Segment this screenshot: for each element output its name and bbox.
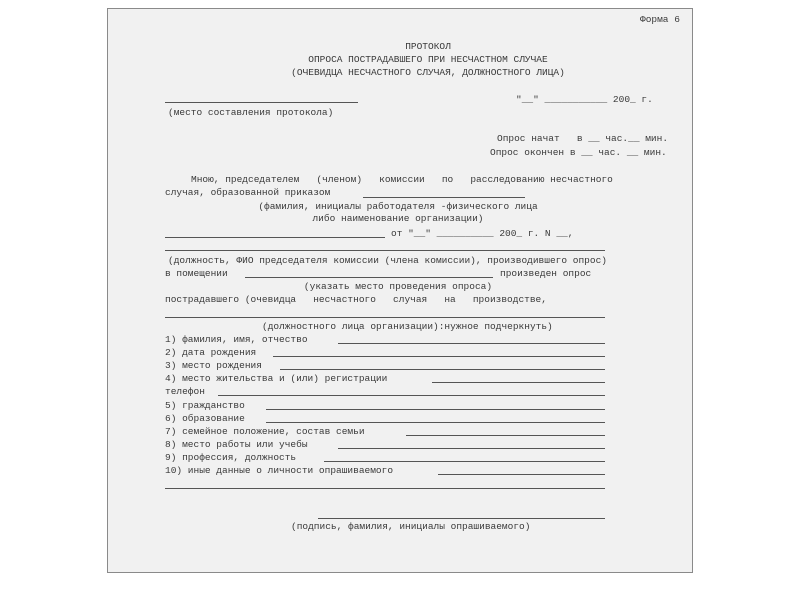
- conducted-label: произведен опрос: [500, 268, 592, 279]
- victim-fill-line: [165, 317, 605, 318]
- field-citizenship: 5) гражданство: [165, 400, 245, 411]
- order-issuer-line: [165, 237, 385, 238]
- field-residence: 4) место жительства и (или) регистрации: [165, 373, 388, 384]
- body-caption-2: либо наименование организации): [312, 213, 484, 224]
- field-education-line: [266, 422, 605, 423]
- signature-caption: (подпись, фамилия, инициалы опрашиваемого): [291, 521, 531, 532]
- field-phone-line: [218, 395, 605, 396]
- body-line-2: случая, образованной приказом: [165, 187, 331, 198]
- field-other-data-line: [438, 474, 605, 475]
- premises-line: [245, 277, 493, 278]
- field-citizenship-line: [266, 409, 605, 410]
- body-caption-5: (должностного лица организации):нужное подчеркнуть): [262, 321, 553, 332]
- place-line: [165, 102, 358, 103]
- field-family-line: [406, 435, 605, 436]
- body-caption-1: (фамилия, инициалы работодателя -физического лица: [258, 201, 538, 212]
- title-line-1: ПРОТОКОЛ: [405, 41, 451, 52]
- victim-line: пострадавшего (очевидца несчастного случая на производстве,: [165, 294, 547, 305]
- form-label: Форма 6: [640, 14, 680, 25]
- interview-end: Опрос окончен в __ час. __ мин.: [490, 147, 667, 158]
- protocol-date: "__" ___________ 200_ г.: [516, 94, 653, 105]
- field-birth-place: 3) место рождения: [165, 360, 262, 371]
- field-family: 7) семейное положение, состав семьи: [165, 426, 365, 437]
- field-birth-date: 2) дата рождения: [165, 347, 257, 358]
- body-caption-3: (должность, ФИО председателя комиссии (члена комиссии), производившего опрос): [168, 255, 607, 266]
- chair-line: [165, 250, 605, 251]
- form-sheet: [107, 8, 693, 573]
- field-other-data: 10) иные данные о личности опрашиваемого: [165, 465, 394, 476]
- field-education: 6) образование: [165, 413, 245, 424]
- field-full-name: 1) фамилия, имя, отчество: [165, 334, 308, 345]
- order-line: [363, 197, 525, 198]
- field-birth-date-line: [273, 356, 605, 357]
- body-caption-4: (указать место проведения опроса): [303, 281, 493, 292]
- field-workplace-line: [338, 448, 605, 449]
- field-phone: телефон: [165, 386, 205, 397]
- interview-start: Опрос начат в __ час.__ мин.: [497, 133, 669, 144]
- body-line-1: Мною, председателем (членом) комиссии по расследованию несчастного: [191, 174, 613, 185]
- title-line-3: (ОЧЕВИДЦА НЕСЧАСТНОГО СЛУЧАЯ, ДОЛЖНОСТНОГО ЛИЦА): [291, 67, 565, 78]
- field-profession-line: [324, 461, 605, 462]
- place-caption: (место составления протокола): [168, 107, 334, 118]
- field-profession: 9) профессия, должность: [165, 452, 297, 463]
- field-full-name-line: [338, 343, 605, 344]
- order-reference: от "__" __________ 200_ г. N __,: [391, 228, 574, 239]
- field-birth-place-line: [280, 369, 605, 370]
- field-workplace: 8) место работы или учебы: [165, 439, 308, 450]
- field-residence-line: [432, 382, 605, 383]
- premises-label: в помещении: [165, 268, 228, 279]
- signature-line: [318, 518, 605, 519]
- extra-line-1: [165, 488, 605, 489]
- title-line-2: ОПРОСА ПОСТРАДАВШЕГО ПРИ НЕСЧАСТНОМ СЛУЧАЕ: [308, 54, 548, 65]
